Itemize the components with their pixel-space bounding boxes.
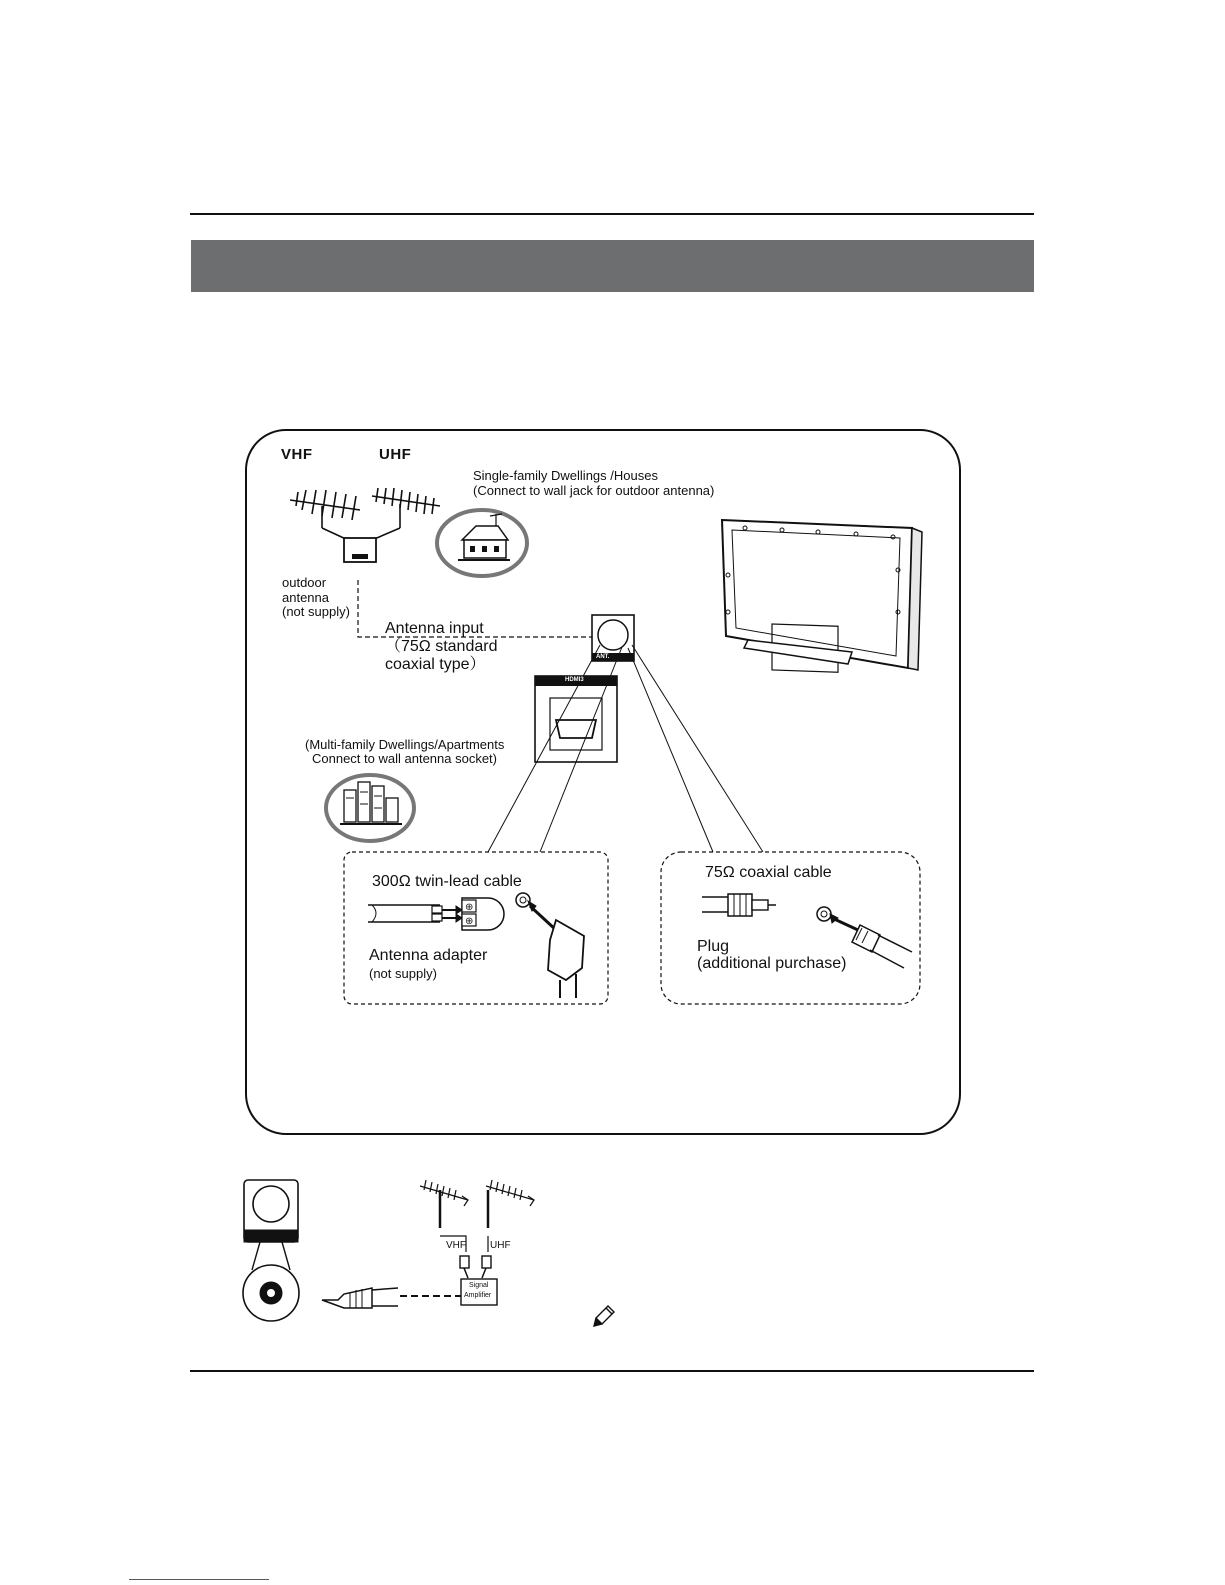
antenna-input-line2: （75Ω standard <box>385 638 498 655</box>
signal-amplifier-line1: Signal <box>469 1282 489 1289</box>
plug-note: (additional purchase) <box>697 955 847 972</box>
antenna-input-line3: coaxial type） <box>385 656 486 673</box>
single-family-label-line1: Single-family Dwellings /Houses <box>473 468 658 483</box>
antenna-adapter-note: (not supply) <box>369 966 437 981</box>
antenna-input-line1: Antenna input <box>385 620 484 637</box>
antenna-adapter-label: Antenna adapter <box>369 947 488 964</box>
signal-amplifier-line2: Amplifier <box>464 1292 492 1299</box>
ant-port-label: ANT. <box>596 654 610 660</box>
twin-lead-cable-title: 300Ω twin-lead cable <box>372 873 522 890</box>
outdoor-antenna-line1: outdoor <box>282 575 327 590</box>
coaxial-cable-title: 75Ω coaxial cable <box>705 864 832 881</box>
vhf-antenna-icon <box>290 490 360 540</box>
house-icon <box>437 510 527 576</box>
lower-antenna-icon <box>420 1180 534 1278</box>
lower-vhf-label: VHF <box>446 1240 466 1251</box>
hdmi-port-label: HDMI3 <box>565 677 584 683</box>
band-uhf-label: UHF <box>379 446 412 463</box>
svg-text:⊕: ⊕ <box>465 902 474 913</box>
pencil-note-icon <box>594 1306 614 1326</box>
lower-uhf-label: UHF <box>490 1240 511 1251</box>
plug-label: Plug <box>697 938 730 955</box>
outdoor-antenna-line3: (not supply) <box>282 604 350 619</box>
apartment-icon <box>326 775 414 841</box>
multi-family-label-line1: (Multi-family Dwellings/Apartments <box>305 737 505 752</box>
tv-rear-icon <box>722 520 922 672</box>
band-vhf-label: VHF <box>281 446 313 463</box>
lower-coax-cable-icon <box>322 1288 462 1308</box>
multi-family-label-line2: Connect to wall antenna socket) <box>312 751 497 766</box>
outdoor-antenna-line2: antenna <box>282 590 329 605</box>
lower-ant-port-icon <box>243 1180 299 1321</box>
single-family-label-line2: (Connect to wall jack for outdoor antenna) <box>473 483 715 498</box>
callout-lines <box>488 645 763 852</box>
svg-text:⊕: ⊕ <box>465 916 474 927</box>
uhf-antenna-icon <box>372 488 440 540</box>
